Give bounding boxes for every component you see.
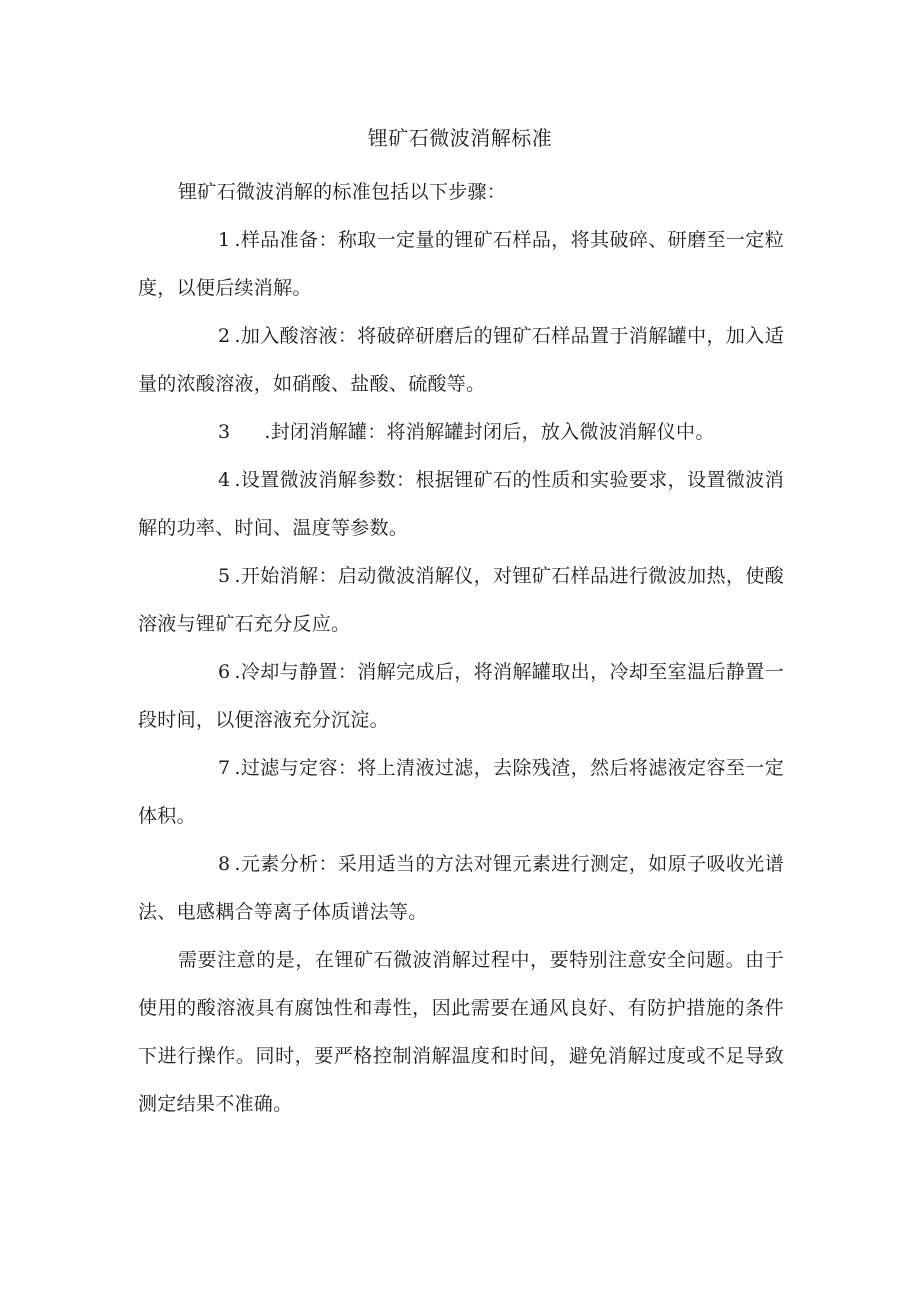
step-number: 2	[218, 325, 231, 347]
step-8	[138, 840, 784, 936]
step-number: 1	[218, 229, 231, 251]
step-number: 4	[218, 469, 231, 491]
step-1	[138, 216, 784, 312]
step-4	[138, 456, 784, 552]
step-7	[138, 744, 784, 840]
step-number: 6	[218, 661, 231, 683]
step-6	[138, 648, 784, 744]
step-text: .冷却与静置：消解完成后，将消解罐取出，冷却至室温后静置一段时间，以便溶液充分沉淀。	[138, 661, 784, 731]
step-number: 7	[218, 757, 231, 779]
step-text: .开始消解：启动微波消解仪，对锂矿石样品进行微波加热，使酸溶液与锂矿石充分反应。	[138, 565, 784, 635]
step-5	[138, 552, 784, 648]
step-text: .加入酸溶液：将破碎研磨后的锂矿石样品置于消解罐中，加入适量的浓酸溶液，如硝酸、盐酸、硫酸等。	[138, 325, 784, 395]
step-2	[138, 312, 784, 408]
step-text: .封闭消解罐：将消解罐封闭后，放入微波消解仪中。	[264, 421, 715, 443]
note-paragraph: 需要注意的是，在锂矿石微波消解过程中，要特别注意安全问题。由于使用的酸溶液具有腐蚀性和毒性，因此需要在通风良好、有防护措施的条件下进行操作。同时，要严格控制消解温度和时间，避免消解过度或不足导致测定结果不准确。	[138, 949, 784, 1115]
step-text: .元素分析：采用适当的方法对锂元素进行测定，如原子吸收光谱法、电感耦合等离子体质谱法等。	[138, 853, 784, 923]
step-number: 8	[218, 853, 231, 875]
step-text: .样品准备：称取一定量的锂矿石样品，将其破碎、研磨至一定粒度，以便后续消解。	[138, 229, 784, 299]
step-text: .设置微波消解参数：根据锂矿石的性质和实验要求，设置微波消解的功率、时间、温度等参数。	[138, 469, 784, 539]
step-number: 5	[218, 565, 231, 587]
step-3	[138, 408, 784, 456]
intro-paragraph: 锂矿石微波消解的标准包括以下步骤：	[178, 181, 507, 203]
step-number: 3	[218, 421, 231, 443]
document-body	[138, 168, 784, 1128]
document-title: 锂矿石微波消解标准	[367, 126, 553, 150]
step-text: .过滤与定容：将上清液过滤，去除残渣，然后将滤液定容至一定体积。	[138, 757, 784, 827]
